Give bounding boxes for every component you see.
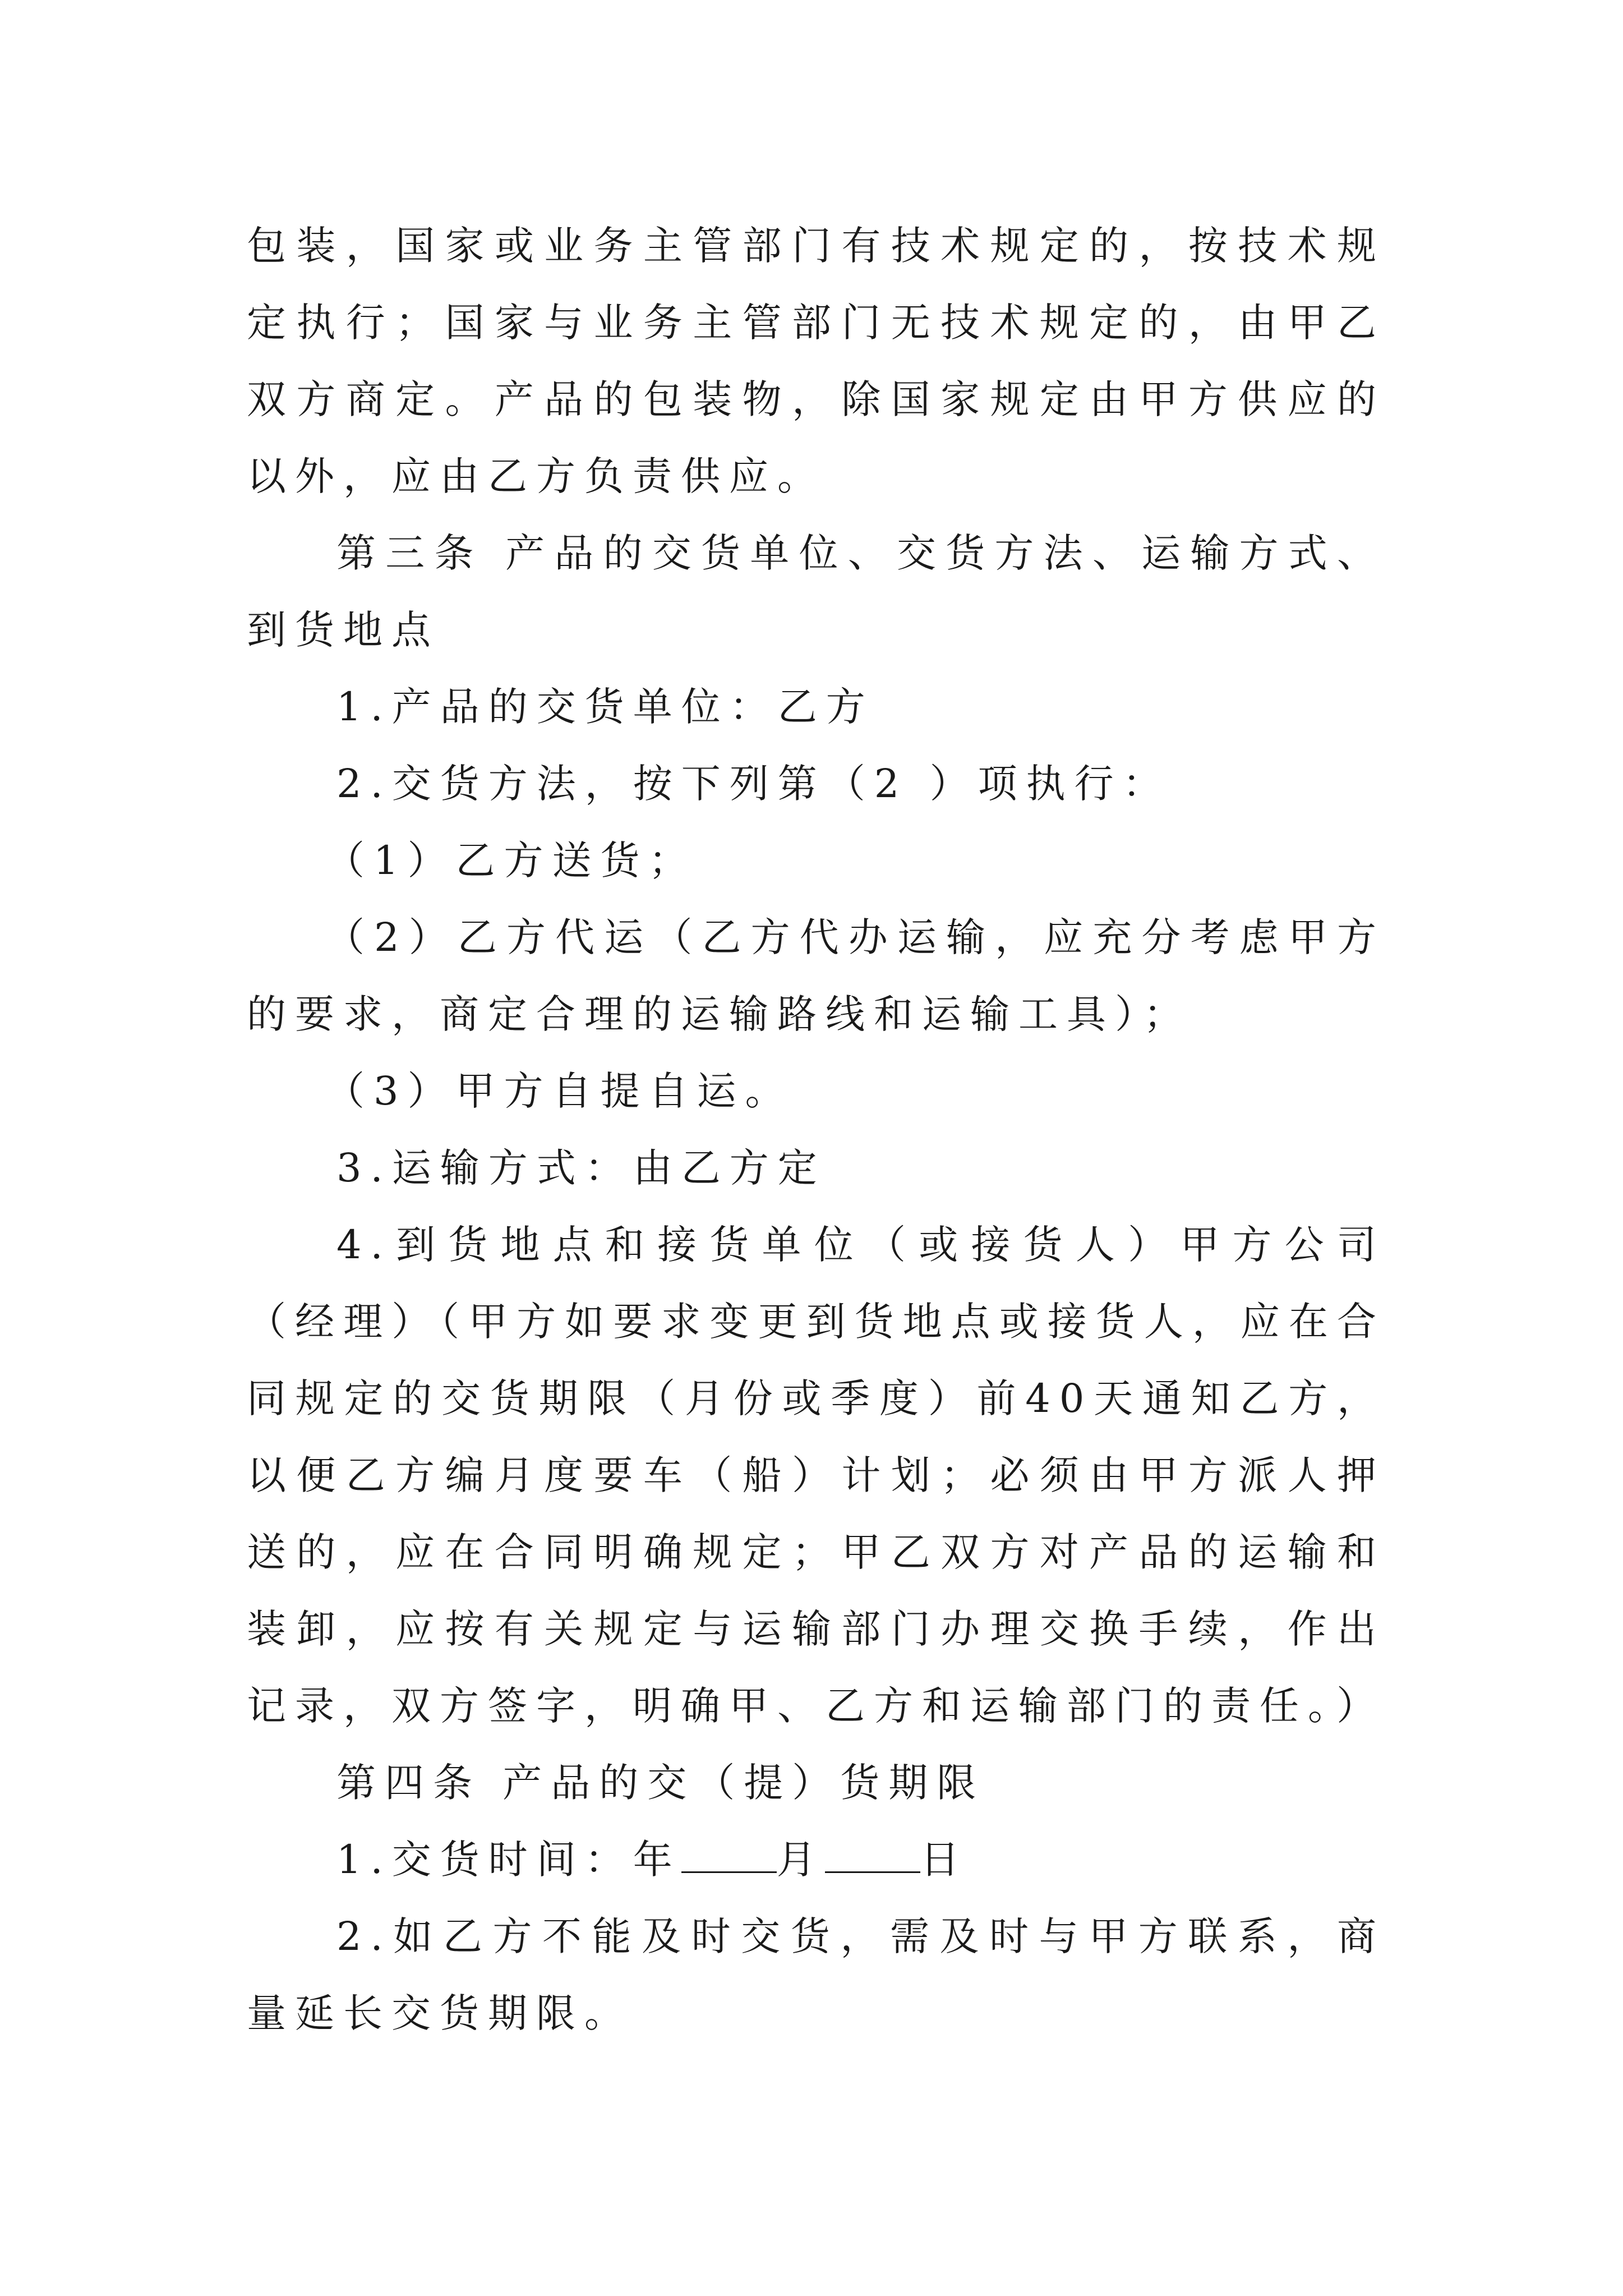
- day-label: 日: [920, 1837, 969, 1883]
- article-3-item-4: 4.到货地点和接货单位（或接货人）甲方公司（经理）（甲方如要求变更到货地点或接货人，应在合同规定的交货期限（月份或季度）前40天通知乙方，以便乙方编月度要车（船）计划；必须由甲方派人押送的，应在合同明确规定；甲乙双方对产品的运输和装卸，应按有关规定与运输部门办理交换手续，作出记录，双方签字，明确甲、乙方和运输部门的责任。）: [247, 1222, 1385, 1729]
- article-4-item-2: 2.如乙方不能及时交货，需及时与甲方联系，商量延长交货期限。: [247, 1913, 1385, 2036]
- article-3-item-2: 2.交货方法，按下列第（2 ）项执行：: [336, 761, 1171, 807]
- article-4-item-1: [247, 1821, 1385, 1898]
- paragraph-packaging: 包装，国家或业务主管部门有技术规定的，按技术规定执行；国家与业务主管部门无技术规定的，由甲乙双方商定。产品的包装物，除国家规定由甲方供应的以外，应由乙方负责供应。: [247, 223, 1385, 499]
- article-4-title: 第四条 产品的交（提）货期限: [336, 1760, 985, 1806]
- article-3-option-1: （1）乙方送货；: [325, 838, 697, 884]
- day-blank: [825, 1838, 920, 1873]
- article-3-option-2: （2）乙方代运（乙方代办运输，应充分考虑甲方的要求，商定合理的运输路线和运输工具）；: [247, 914, 1385, 1037]
- article-3-item-3: 3.运输方式：由乙方定: [336, 1145, 826, 1191]
- article-3-option-3: （3）甲方自提自运。: [325, 1068, 794, 1114]
- month-blank: [681, 1838, 777, 1873]
- article-3-item-1: 1.产品的交货单位：乙方: [336, 684, 874, 730]
- document-body: [247, 208, 1385, 2052]
- article-3-title: 第三条 产品的交货单位、交货方法、运输方式、到货地点: [247, 530, 1385, 653]
- delivery-time-label: 1.交货时间：年: [336, 1837, 681, 1883]
- month-label: 月: [776, 1837, 825, 1883]
